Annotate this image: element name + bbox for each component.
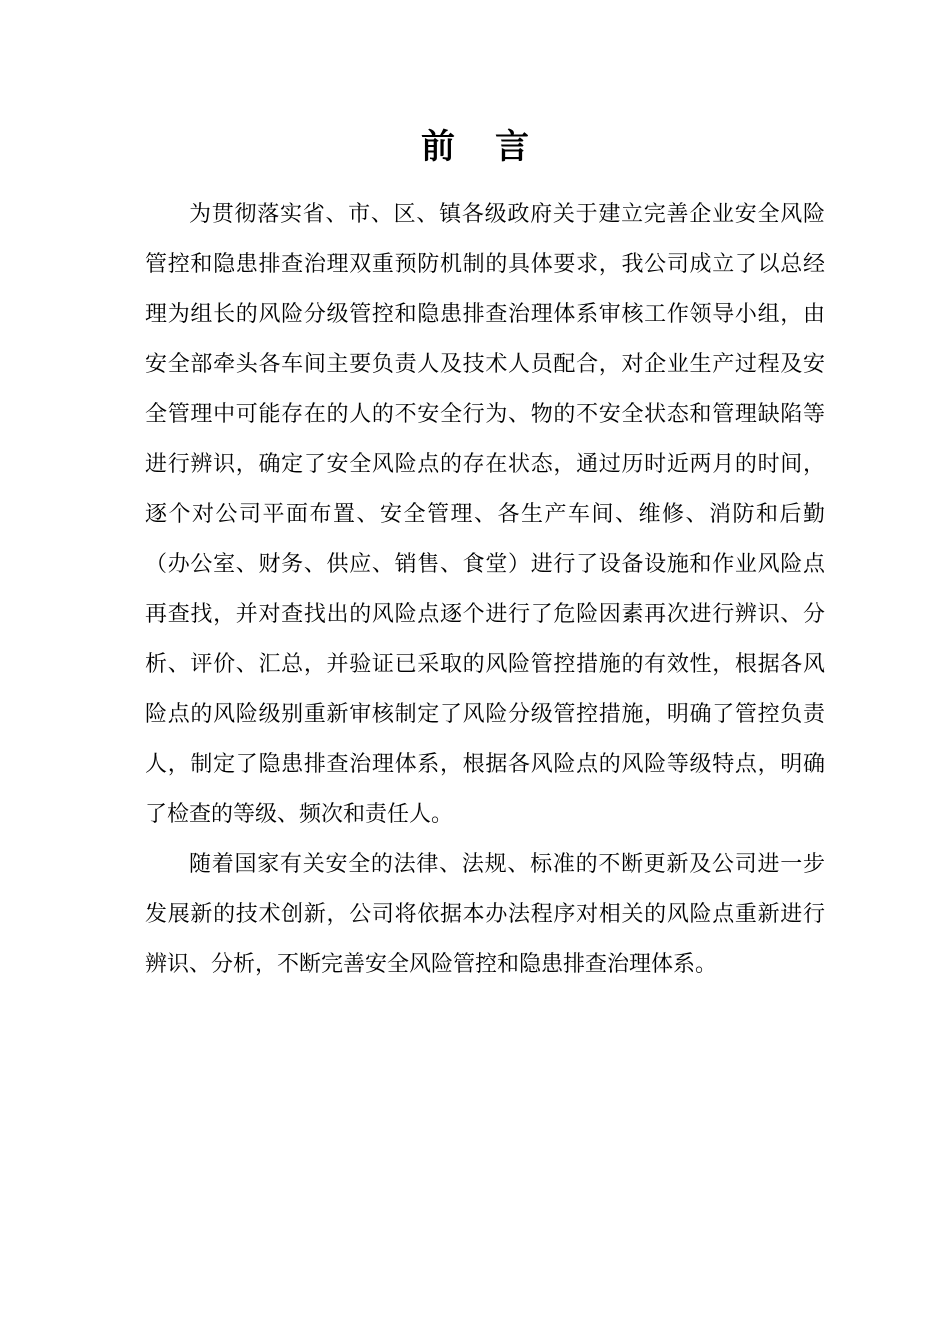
document-body: [145, 190, 825, 990]
paragraph-2: 随着国家有关安全的法律、法规、标准的不断更新及公司进一步发展新的技术创新，公司将依据本办法程序对相关的风险点重新进行辨识、分析，不断完善安全风险管控和隐患排查治理体系。: [145, 852, 825, 977]
paragraph-1: 为贯彻落实省、市、区、镇各级政府关于建立完善企业安全风险管控和隐患排查治理双重预防机制的具体要求，我公司成立了以总经理为组长的风险分级管控和隐患排查治理体系审核工作领导小组，由安全部牵头各车间主要负责人及技术人员配合，对企业生产过程及安全管理中可能存在的人的不安全行为、物的不安全状态和管理缺陷等进行辨识，确定了安全风险点的存在状态，通过历时近两月的时间，逐个对公司平面布置、安全管理、各生产车间、维修、消防和后勤（办公室、财务、供应、销售、食堂）进行了设备设施和作业风险点再查找，并对查找出的风险点逐个进行了危险因素再次进行辨识、分析、评价、汇总，并验证已采取的风险管控措施的有效性，根据各风险点的风险级别重新审核制定了风险分级管控措施，明确了管控负责人，制定了隐患排查治理体系，根据各风险点的风险等级特点，明确了检查的等级、频次和责任人。: [145, 202, 825, 827]
page-title: 前言: [421, 127, 569, 167]
